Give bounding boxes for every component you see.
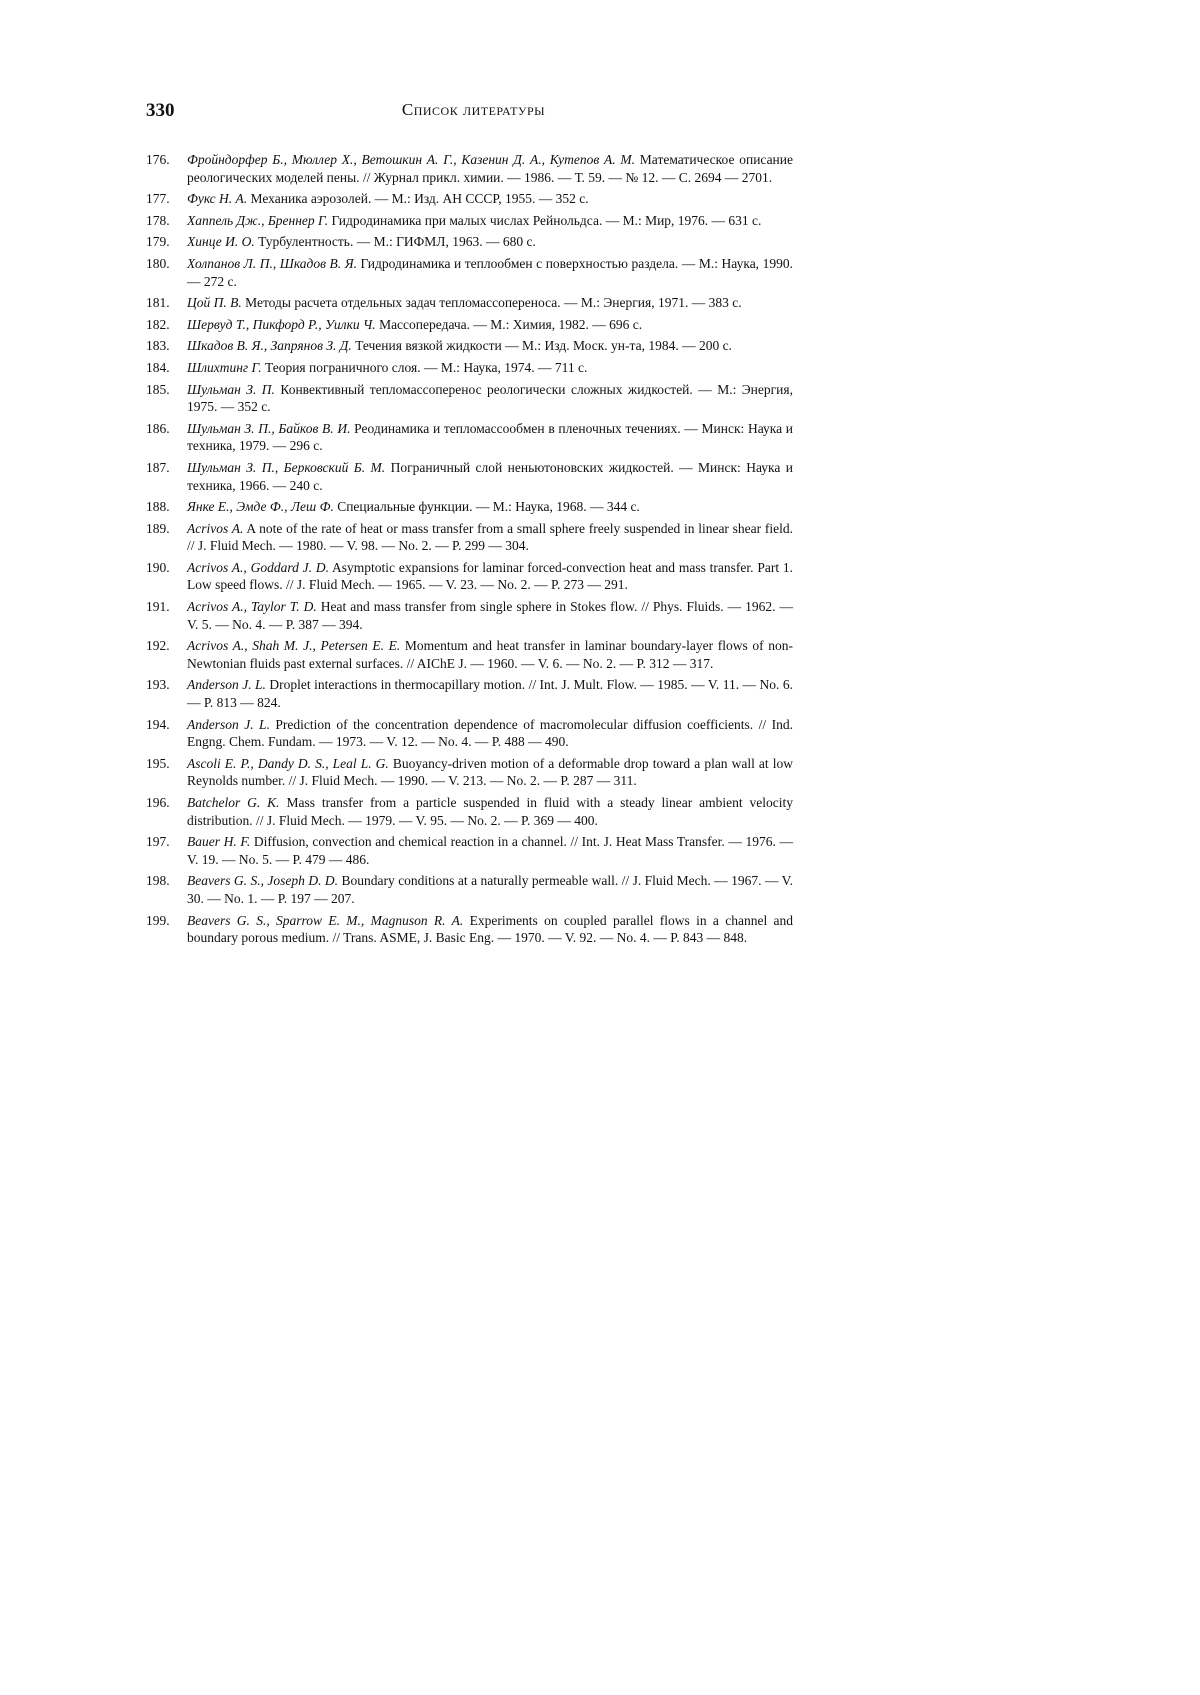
reference-text: Heat and mass transfer from single sphere in Stokes flow. // Phys. Fluids. — 1962. — V. 5. — No. 4. — P. 387 — 394. <box>187 599 793 632</box>
reference-text: Buoyancy-driven motion of a deformable drop toward a plan wall at low Reynolds number. // J. Fluid Mech. — 1990. — V. 213. — No. 2. — P. 287 — 311. <box>187 755 793 789</box>
reference-authors: Шульман З. П., Берковский Б. М. <box>187 459 386 475</box>
reference-authors: Фукс Н. А. <box>187 191 248 207</box>
reference-item <box>146 151 793 186</box>
reference-authors: Acrivos A., Shah M. J., Petersen E. E. <box>187 638 401 654</box>
reference-item <box>146 559 793 594</box>
reference-text: Турбулентность. — М.: ГИФМЛ, 1963. — 680 с. <box>254 234 536 250</box>
reference-item <box>146 294 793 312</box>
reference-item <box>146 598 793 633</box>
reference-text: Механика аэрозолей. — М.: Изд. АН СССР, 1955. — 352 с. <box>247 191 589 207</box>
reference-number: 177. <box>146 191 170 207</box>
reference-text: Специальные функции. — М.: Наука, 1968. — 344 с. <box>333 499 640 515</box>
reference-item <box>146 255 793 290</box>
page-number: 330 <box>146 100 175 121</box>
reference-text: Experiments on coupled parallel flows in a channel and boundary porous medium. // Trans. ASME, J. Basic Eng. — 1970. — V. 92. — No. 4. — P. 843 — 848. <box>187 912 794 946</box>
reference-authors: Acrivos A. <box>187 520 244 536</box>
reference-number: 187. <box>146 459 170 475</box>
reference-authors: Anderson J. L. <box>187 716 270 732</box>
reference-number: 181. <box>146 295 170 311</box>
reference-authors: Шервуд Т., Пикфорд Р., Уилки Ч. <box>187 316 376 332</box>
reference-number: 194. <box>146 716 170 732</box>
running-head: Список литературы <box>401 100 546 119</box>
reference-text: Течения вязкой жидкости — М.: Изд. Моск. ун-та, 1984. — 200 с. <box>351 338 732 354</box>
reference-authors: Шульман З. П., Байков В. И. <box>187 420 351 436</box>
reference-number: 188. <box>146 499 170 515</box>
reference-text: Методы расчета отдельных задач тепломассопереноса. — М.: Энергия, 1971. — 383 с. <box>241 295 742 311</box>
reference-number: 198. <box>146 873 170 889</box>
reference-text: Пограничный слой неньютоновских жидкостей. — Минск: Наука и техника, 1966. — 240 с. <box>187 459 793 493</box>
reference-text: Boundary conditions at a naturally permeable wall. // J. Fluid Mech. — 1967. — V. 30. — No. 1. — P. 197 — 207. <box>187 873 794 906</box>
reference-authors: Цой П. В. <box>187 295 242 311</box>
reference-text: Гидродинамика при малых числах Рейнольдса. — М.: Мир, 1976. — 631 с. <box>328 212 762 228</box>
reference-authors: Янке Е., Эмде Ф., Леш Ф. <box>187 499 334 515</box>
reference-number: 193. <box>146 677 170 693</box>
reference-text: Prediction of the concentration dependence of macromolecular diffusion coefficients. // Ind. Engng. Chem. Fundam. — 1973. — V. 12. — No. 4. — P. 488 — 490. <box>187 716 793 750</box>
reference-text: A note of the rate of heat or mass transfer from a small sphere freely suspended in linear shear field. // J. Fluid Mech. — 1980. — V. 98. — No. 2. — P. 299 — 304. <box>187 520 793 554</box>
reference-text: Momentum and heat transfer in laminar boundary-layer flows of non-Newtonian fluids past external surfaces. // AIChE J. — 1960. — V. 6. — No. 2. — P. 312 — 317. <box>187 638 793 671</box>
reference-authors: Batchelor G. K. <box>187 795 280 810</box>
reference-text: Массопередача. — М.: Химия, 1982. — 696 с. <box>375 316 643 332</box>
reference-authors: Bauer H. F. <box>187 834 251 850</box>
reference-number: 186. <box>146 420 170 436</box>
reference-number: 196. <box>146 795 170 810</box>
reference-text: Конвективный тепломассоперенос реологически сложных жидкостей. — М.: Энергия, 1975. — 352 с. <box>187 381 793 415</box>
reference-item <box>146 212 793 230</box>
reference-item <box>146 520 793 555</box>
reference-text: Гидродинамика и теплообмен с поверхностью раздела. — М.: Наука, 1990. — 272 с. <box>187 255 793 289</box>
reference-item <box>146 676 793 711</box>
reference-item <box>146 872 793 907</box>
reference-authors: Фройндорфер Б., Мюллер Х., Ветошкин А. Г., Казенин Д. А., Кутепов А. М. <box>187 152 636 167</box>
reference-number: 197. <box>146 834 170 850</box>
reference-item <box>146 337 793 355</box>
reference-item <box>146 833 793 868</box>
reference-item <box>146 498 793 516</box>
reference-number: 190. <box>146 559 170 575</box>
reference-number: 192. <box>146 638 170 654</box>
reference-authors: Beavers G. S., Sparrow E. M., Magnuson R. A. <box>187 912 464 928</box>
reference-text: Теория пограничного слоя. — М.: Наука, 1974. — 711 с. <box>261 359 588 375</box>
reference-item <box>146 755 793 790</box>
reference-authors: Acrivos A., Taylor T. D. <box>187 599 317 615</box>
page-header <box>146 100 801 124</box>
reference-authors: Acrivos A., Goddard J. D. <box>187 559 329 575</box>
reference-item <box>146 912 793 947</box>
reference-item <box>146 359 793 377</box>
reference-number: 195. <box>146 755 170 771</box>
reference-number: 176. <box>146 152 170 167</box>
reference-authors: Beavers G. S., Joseph D. D. <box>187 873 339 889</box>
reference-number: 179. <box>146 234 170 250</box>
reference-authors: Хинце И. О. <box>187 234 255 250</box>
reference-number: 178. <box>146 212 170 228</box>
reference-item <box>146 459 793 494</box>
reference-item <box>146 637 793 672</box>
reference-number: 184. <box>146 359 170 375</box>
reference-authors: Ascoli E. P., Dandy D. S., Leal L. G. <box>187 755 389 771</box>
reference-number: 199. <box>146 912 170 928</box>
reference-text: Diffusion, convection and chemical reaction in a channel. // Int. J. Heat Mass Transfer. — 1976. — V. 19. — No. 5. — P. 479 — 486. <box>187 834 793 867</box>
reference-number: 189. <box>146 520 170 536</box>
reference-text: Математическое описание реологических моделей пены. // Журнал прикл. химии. — 1986. — Т. 59. — № 12. — С. 2694 — 2701. <box>187 152 794 185</box>
reference-item <box>146 190 793 208</box>
reference-authors: Хаппель Дж., Бреннер Г. <box>187 212 329 228</box>
reference-authors: Шульман З. П. <box>187 381 275 397</box>
reference-authors: Шлихтинг Г. <box>187 359 262 375</box>
reference-item <box>146 420 793 455</box>
reference-authors: Anderson J. L. <box>187 677 266 693</box>
reference-text: Mass transfer from a particle suspended in fluid with a steady linear ambient velocity distribution. // J. Fluid Mech. — 1979. — V. 95. — No. 2. — P. 369 — 400. <box>187 795 793 828</box>
reference-text: Asymptotic expansions for laminar forced-convection heat and mass transfer. Part 1. Low speed flows. // J. Fluid Mech. — 1965. — V. 23. — No. 2. — P. 273 — 291. <box>187 559 794 593</box>
reference-authors: Шкадов В. Я., Запрянов З. Д. <box>187 338 352 354</box>
reference-list <box>146 151 793 951</box>
reference-item <box>146 794 793 829</box>
reference-number: 183. <box>146 338 170 354</box>
reference-item <box>146 233 793 251</box>
reference-number: 180. <box>146 255 170 271</box>
reference-item <box>146 316 793 334</box>
reference-authors: Холпанов Л. П., Шкадов В. Я. <box>187 255 357 271</box>
reference-number: 182. <box>146 316 170 332</box>
reference-number: 185. <box>146 381 170 397</box>
reference-text: Droplet interactions in thermocapillary motion. // Int. J. Mult. Flow. — 1985. — V. 11. — No. 6. — P. 813 — 824. <box>187 677 793 711</box>
reference-text: Реодинамика и тепломассообмен в пленочных течениях. — Минск: Наука и техника, 1979. — 296 с. <box>187 420 794 454</box>
reference-item <box>146 716 793 751</box>
reference-item <box>146 381 793 416</box>
reference-number: 191. <box>146 599 170 615</box>
